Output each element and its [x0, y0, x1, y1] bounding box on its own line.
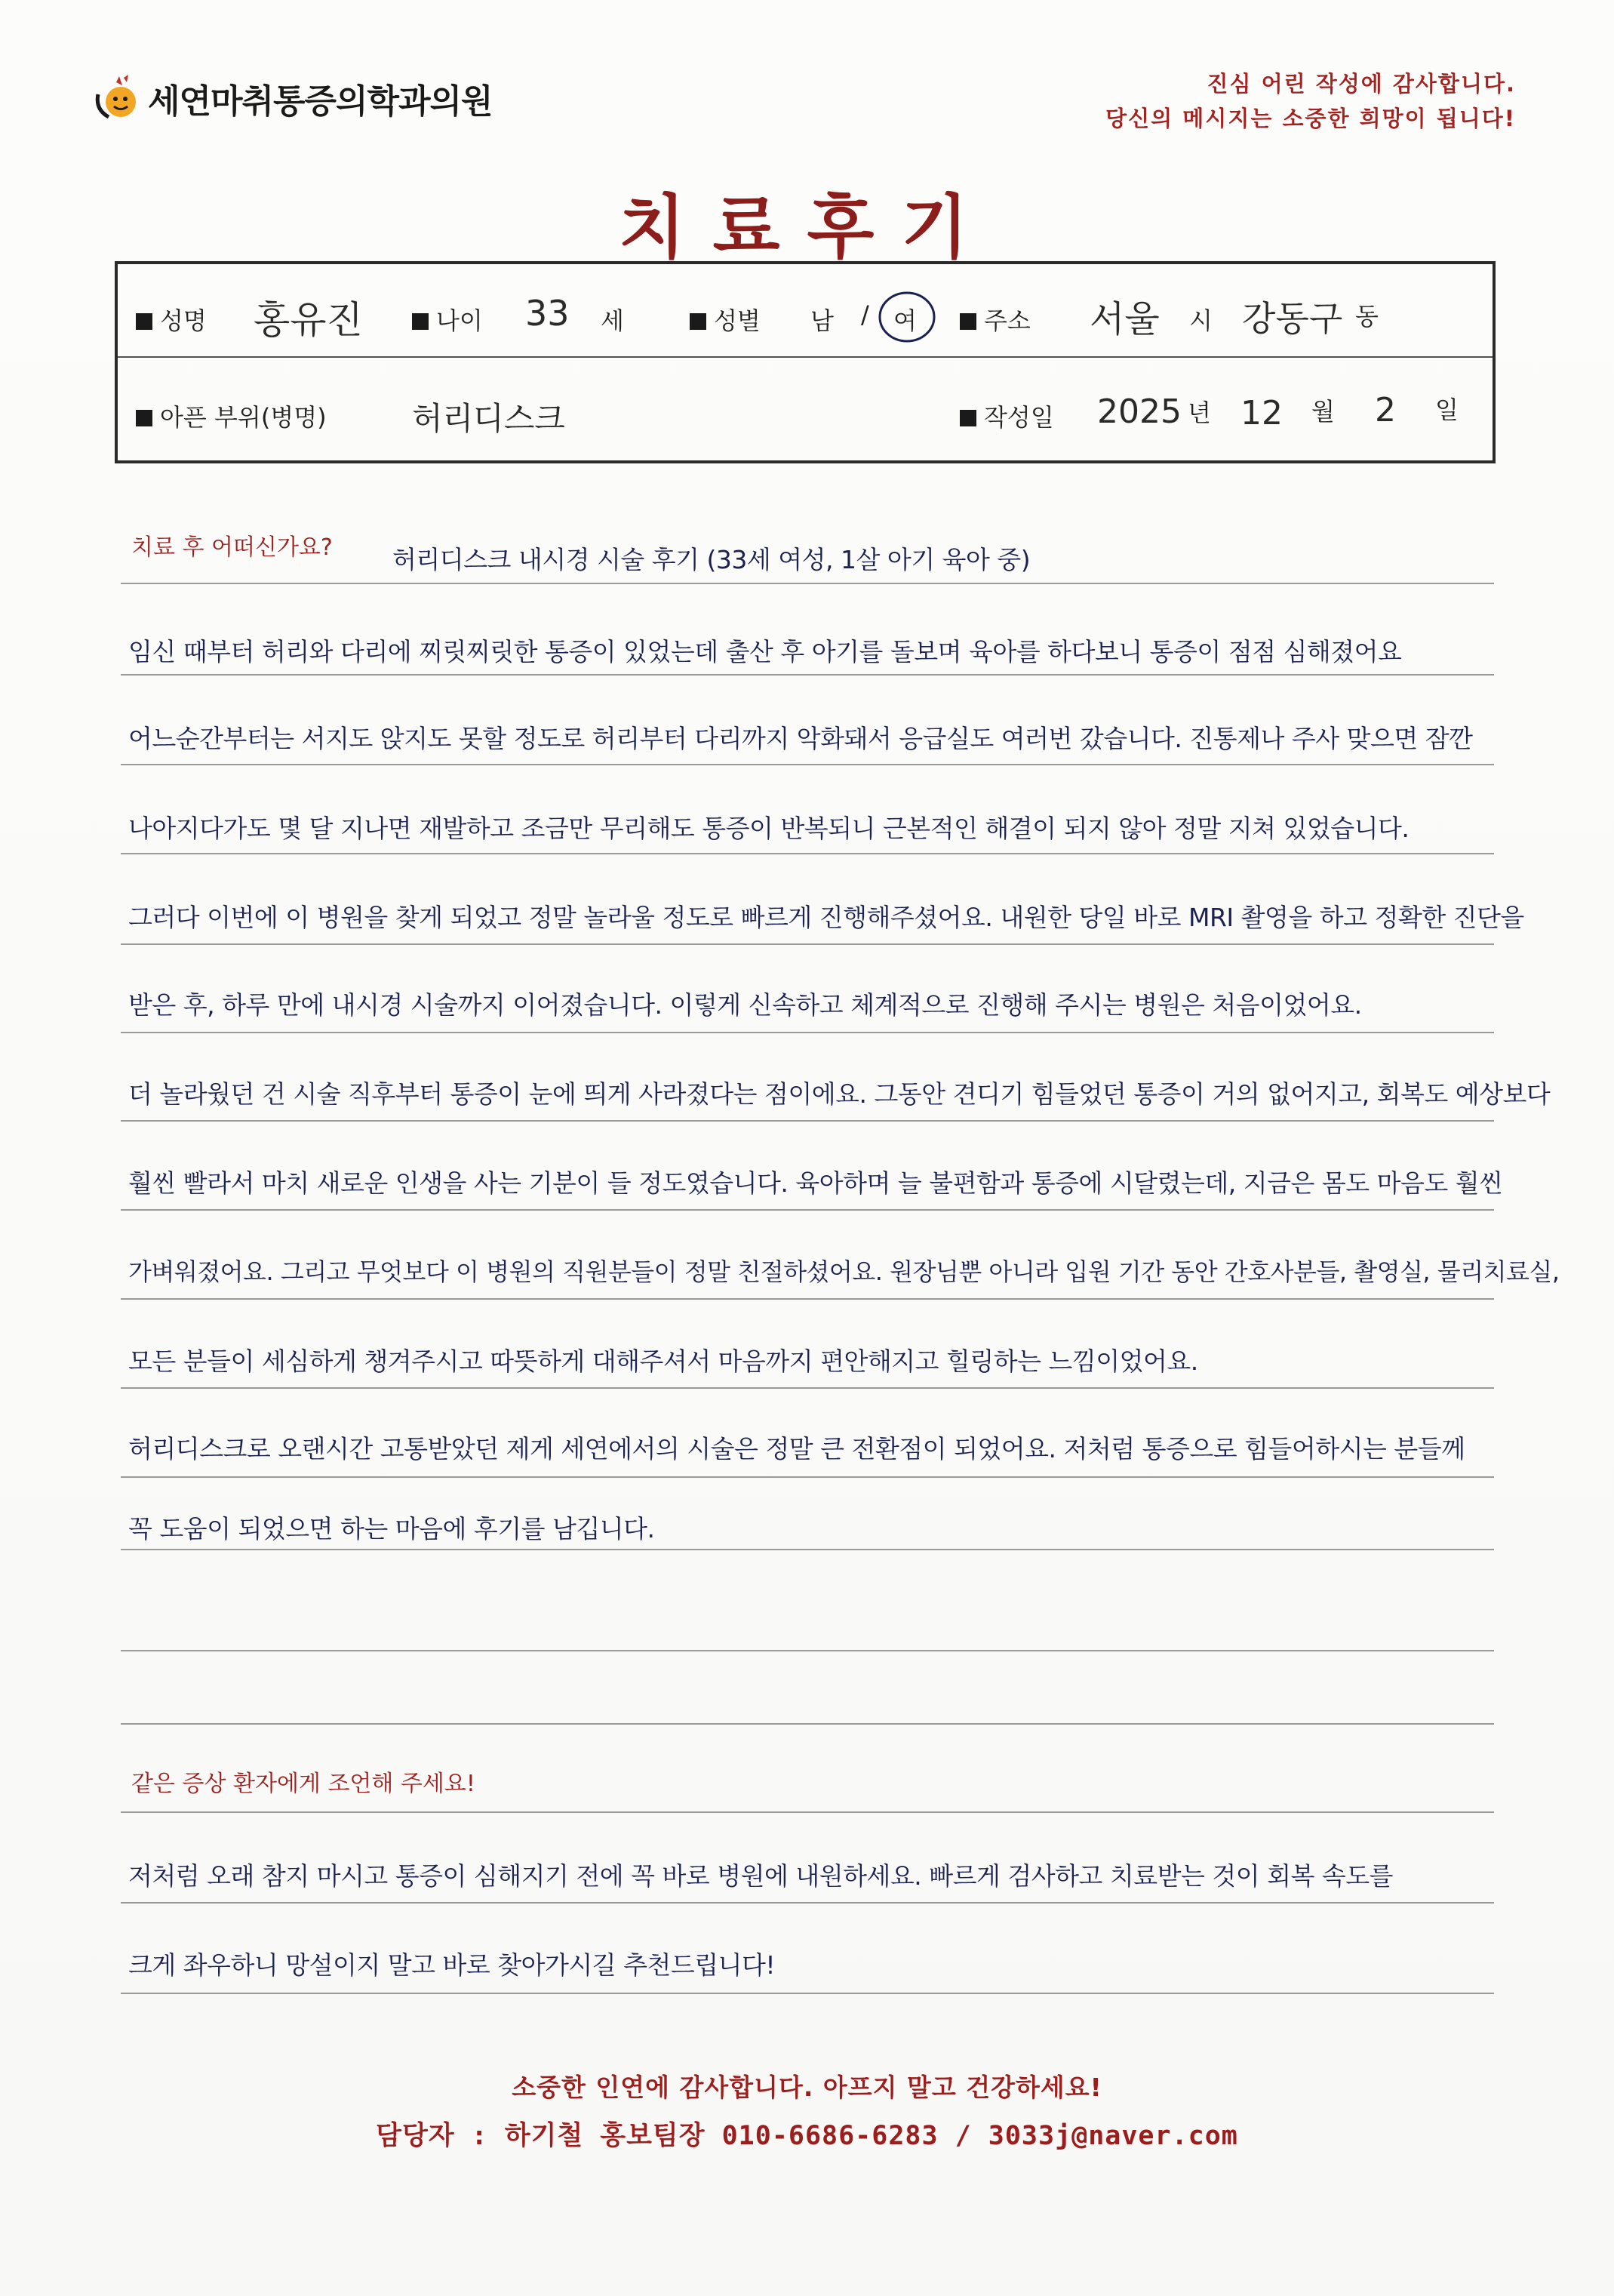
patient-info-box: [115, 261, 1496, 463]
date-day: 2: [1375, 391, 1396, 429]
rule-line: [121, 1298, 1494, 1300]
thanks-message: [1105, 66, 1516, 136]
rule-line: [121, 1723, 1494, 1725]
contact-label: 담당자 : 하기철 홍보팀장: [376, 2121, 706, 2151]
clinic-name: 세연마취통증의학과의원: [148, 82, 493, 121]
review-line-11: 꼭 도움이 되었으면 하는 마음에 후기를 남깁니다.: [128, 1514, 655, 1543]
address-dong-unit: 동: [1355, 302, 1379, 331]
rule-line: [121, 1032, 1494, 1033]
age-label: 나이: [412, 302, 483, 337]
pain-value: 허리디스크: [412, 400, 565, 437]
thanks-line-2: 당신의 메시지는 소중한 희망이 됩니다!: [1105, 106, 1516, 131]
gender-female: 여: [893, 306, 917, 335]
rule-line: [121, 1549, 1494, 1550]
checkbox-square-icon: [690, 313, 706, 330]
page-title: 치료후기: [618, 186, 996, 268]
review-line-1: 임신 때부터 허리와 다리에 찌릿찌릿한 통증이 있었는데 출산 후 아기를 돌보며 육아를 하다보니 통증이 점점 심해졌어요: [128, 637, 1402, 666]
name-value: 홍유진: [254, 298, 363, 342]
review-line-10: 허리디스크로 오랜시간 고통받았던 제게 세연에서의 시술은 정말 큰 전환점이 되었어요. 저처럼 통증으로 힘들어하시는 분들께: [128, 1434, 1465, 1463]
rule-line: [121, 1811, 1494, 1813]
age-value: 33: [525, 293, 570, 334]
review-line-2: 어느순간부터는 서지도 앉지도 못할 정도로 허리부터 다리까지 악화돼서 응급실도 여러번 갔습니다. 진통제나 주사 맞으면 잠깐: [128, 724, 1473, 753]
rule-line: [121, 674, 1494, 676]
footer-message: 소중한 인연에 감사합니다. 아프지 말고 건강하세요!: [512, 2073, 1102, 2102]
address-label: 주소: [960, 302, 1031, 337]
review-question: 치료 후 어떠신가요?: [131, 534, 333, 561]
review-heading: 허리디스크 내시경 시술 후기 (33세 여성, 1살 아기 육아 중): [392, 545, 1031, 574]
review-line-9: 모든 분들이 세심하게 챙겨주시고 따뜻하게 대해주셔서 마음까지 편안해지고 힐링하는 느낌이었어요.: [128, 1347, 1198, 1376]
contact-sep: /: [955, 2121, 972, 2151]
gender-sep: /: [861, 300, 869, 329]
date-day-unit: 일: [1435, 395, 1459, 424]
checkbox-square-icon: [960, 313, 976, 330]
thanks-line-1: 진심 어린 작성에 감사합니다.: [1207, 71, 1516, 97]
date-month-unit: 월: [1311, 397, 1335, 426]
rule-line: [121, 583, 1494, 584]
address-city: 서울: [1090, 298, 1160, 340]
rule-line: [121, 1993, 1494, 1994]
date-year-unit: 년: [1188, 399, 1211, 427]
review-line-7: 훨씬 빨라서 마치 새로운 인생을 사는 기분이 들 정도였습니다. 육아하며 늘 불편함과 통증에 시달렸는데, 지금은 몸도 마음도 훨씬: [128, 1168, 1503, 1198]
review-line-8: 가벼워졌어요. 그리고 무엇보다 이 병원의 직원분들이 정말 친절하셨어요. 원장님뿐 아니라 입원 기간 동안 간호사분들, 촬영실, 물리치료실,: [128, 1257, 1560, 1286]
advice-line-2: 크게 좌우하니 망설이지 말고 바로 찾아가시길 추천드립니다!: [128, 1950, 776, 1980]
clinic-logo: [91, 68, 493, 128]
checkbox-square-icon: [412, 313, 429, 330]
rule-line: [121, 1387, 1494, 1389]
name-label: 성명: [136, 302, 207, 337]
address-city-unit: 시: [1189, 306, 1213, 335]
rule-line: [121, 1476, 1494, 1478]
age-unit: 세: [601, 306, 624, 335]
review-line-5: 받은 후, 하루 만에 내시경 시술까지 이어졌습니다. 이렇게 신속하고 체계적으로 진행해 주시는 병원은 처음이었어요.: [128, 990, 1362, 1020]
checkbox-square-icon: [960, 410, 976, 426]
gender-male: 남: [810, 306, 834, 335]
review-line-4: 그러다 이번에 이 병원을 찾게 되었고 정말 놀라울 정도로 빠르게 진행해주셨어요. 내원한 당일 바로 MRI 촬영을 하고 정확한 진단을: [128, 903, 1524, 932]
advice-line-1: 저처럼 오래 참지 마시고 통증이 심해지기 전에 꼭 바로 병원에 내원하세요. 빠르게 검사하고 치료받는 것이 회복 속도를: [128, 1861, 1393, 1891]
rule-line: [121, 853, 1494, 854]
advice-question: 같은 증상 환자에게 조언해 주세요!: [131, 1771, 475, 1797]
checkbox-square-icon: [136, 313, 152, 330]
date-label: 작성일: [960, 399, 1054, 433]
rule-line: [121, 1120, 1494, 1122]
circle-mark-icon: [875, 287, 939, 347]
gender-label: 성별: [690, 302, 761, 337]
rule-line: [121, 764, 1494, 765]
rule-line: [121, 1650, 1494, 1651]
contact-phone: 010-6686-6283: [721, 2121, 939, 2151]
pain-label: 아픈 부위(병명): [136, 399, 327, 433]
date-year: 2025: [1097, 392, 1182, 431]
info-divider: [118, 356, 1493, 358]
rule-line: [121, 943, 1494, 945]
review-line-3: 나아지다가도 몇 달 지나면 재발하고 조금만 무리해도 통증이 반복되니 근본적인 해결이 되지 않아 정말 지쳐 있었습니다.: [128, 814, 1410, 843]
rule-line: [121, 1902, 1494, 1904]
checkbox-square-icon: [136, 410, 152, 426]
clinic-logo-icon: [91, 72, 143, 125]
date-month: 12: [1240, 394, 1283, 432]
rule-line: [121, 1209, 1494, 1211]
footer-contact: [0, 2115, 1614, 2153]
contact-email: 3033j@naver.com: [988, 2121, 1238, 2151]
review-line-6: 더 놀라웠던 건 시술 직후부터 통증이 눈에 띄게 사라졌다는 점이에요. 그동안 견디기 힘들었던 통증이 거의 없어지고, 회복도 예상보다: [128, 1079, 1551, 1109]
address-district: 강동구: [1242, 298, 1343, 339]
